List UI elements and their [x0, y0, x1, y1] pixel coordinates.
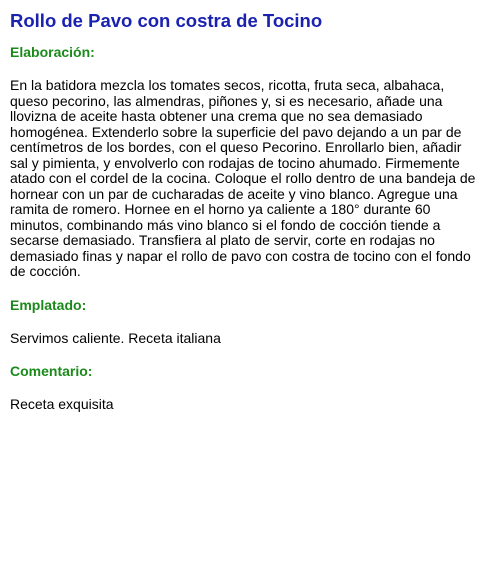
spacer [10, 314, 479, 331]
section-heading-elaboracion: Elaboración: [10, 44, 95, 60]
elaboracion-text: En la batidora mezcla los tomates secos, ricotta, fruta seca, albahaca, queso pecorino, las almendras, piñones y, si es necesario, añade una llovizna de aceite hasta obtener una crema que no sea demasiado homogénea. Extenderlo sobre la superficie del pavo dejando a un par de centímetros de los bordes, con el queso Pecorino. Enrollarlo bien, añadir sal y pimienta, y envolverlo con rodajas de tocino ahumado. Firmemente atado con el cordel de la cocina. Coloque el rollo dentro de una bandeja de hornear con un par de cucharadas de aceite y vino blanco. Agregue una ramita de romero. Hornee en el horno ya caliente a 180° durante 60 minutos, combinando más vino blanco si el fondo de cocción tiende a secarse demasiado. Transfiera al plato de servir, corte en rodajas no demasiado finas y napar el rollo de pavo con costra de tocino con el fondo de cocción. [10, 77, 476, 279]
spacer [10, 61, 479, 78]
emplatado-text: Servimos caliente. Receta italiana [10, 329, 221, 346]
spacer [10, 346, 479, 363]
section-heading-comentario: Comentario: [10, 363, 93, 379]
page-title: Rollo de Pavo con costra de Tocino [10, 10, 323, 31]
spacer [10, 280, 479, 297]
spacer [10, 380, 479, 397]
section-heading-emplatado: Emplatado: [10, 296, 87, 313]
comentario-text: Receta exquisita [10, 396, 114, 412]
